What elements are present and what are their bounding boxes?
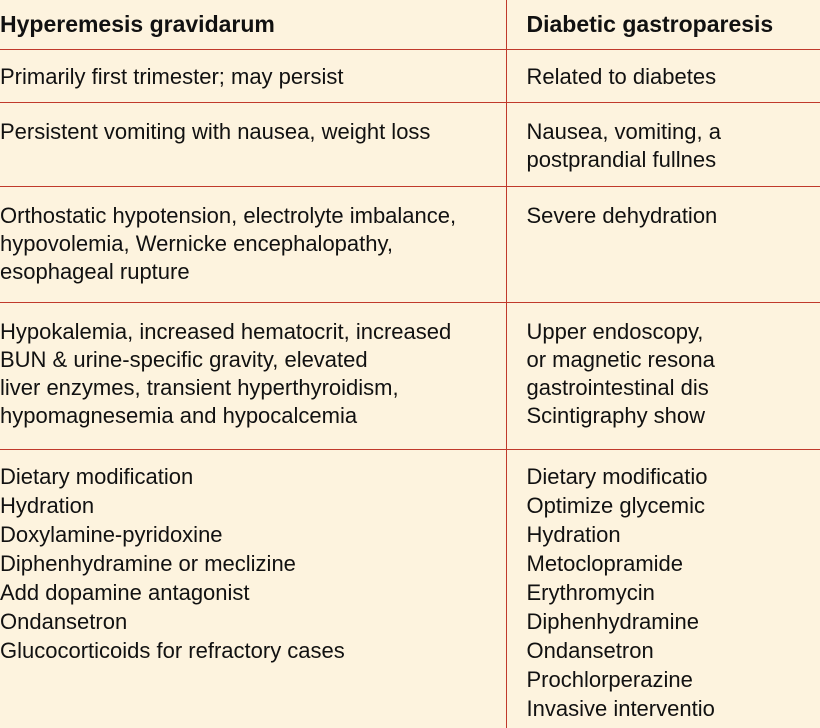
table-row xyxy=(0,49,820,102)
cell-line: postprandial fullnes xyxy=(526,146,717,172)
cell-line: Glucocorticoids for refractory cases xyxy=(0,637,345,663)
table-row xyxy=(0,302,820,449)
cell-line: Nausea, vomiting, a xyxy=(526,118,721,144)
cell-line: Orthostatic hypotension, electrolyte imbalance, xyxy=(0,202,457,228)
cell-line: Erythromycin xyxy=(526,579,655,605)
diabetic-diagnostics-cell xyxy=(506,302,820,449)
table-row xyxy=(0,102,820,186)
cell-line: Metoclopramide xyxy=(526,550,684,576)
cell-line: Hydration xyxy=(526,521,621,547)
table-row xyxy=(0,186,820,302)
diabetic-symptoms-cell xyxy=(506,102,820,186)
cell-line: Primarily first trimester; may persist xyxy=(0,63,344,89)
header-diabetic-gastroparesis: Diabetic gastroparesis xyxy=(506,0,820,49)
cell-line: Dietary modification xyxy=(0,463,194,489)
cell-line: BUN & urine-specific gravity, elevated xyxy=(0,346,368,372)
diabetic-complications-cell xyxy=(506,186,820,302)
cell-line: Severe dehydration xyxy=(526,202,718,228)
cell-line: Ondansetron xyxy=(526,637,654,663)
cell-line: Diphenhydramine or meclizine xyxy=(0,550,296,576)
cell-line: gastrointestinal dis xyxy=(526,374,709,400)
table-row xyxy=(0,449,820,728)
cell-line: Dietary modificatio xyxy=(526,463,708,489)
cell-line: Upper endoscopy, xyxy=(526,318,704,344)
cell-line: Related to diabetes xyxy=(526,63,717,89)
hyperemesis-symptoms-cell xyxy=(0,102,506,186)
cell-line: esophageal rupture xyxy=(0,258,190,284)
cell-line: hypomagnesemia and hypocalcemia xyxy=(0,402,358,428)
cell-line: Doxylamine-pyridoxine xyxy=(0,521,223,547)
diabetic-treatment-cell xyxy=(506,449,820,728)
cell-line: hypovolemia, Wernicke encephalopathy, xyxy=(0,230,393,256)
cell-line: Diphenhydramine xyxy=(526,608,699,634)
cell-line: Hypokalemia, increased hematocrit, increased xyxy=(0,318,452,344)
cell-line: or magnetic resona xyxy=(526,346,715,372)
cell-line: Add dopamine antagonist xyxy=(0,579,250,605)
cell-line: Scintigraphy show xyxy=(526,402,706,428)
cell-line: Persistent vomiting with nausea, weight loss xyxy=(0,118,431,144)
cell-line: Hydration xyxy=(0,492,95,518)
hyperemesis-complications-cell xyxy=(0,186,506,302)
diabetic-onset-cell xyxy=(506,49,820,102)
cell-line: liver enzymes, transient hyperthyroidism, xyxy=(0,374,399,400)
hyperemesis-treatment-cell xyxy=(0,449,506,728)
cell-line: Optimize glycemic xyxy=(526,492,705,518)
hyperemesis-diagnostics-cell xyxy=(0,302,506,449)
cell-line: Ondansetron xyxy=(0,608,128,634)
header-hyperemesis: Hyperemesis gravidarum xyxy=(0,0,506,49)
cell-line: Invasive interventio xyxy=(526,695,715,721)
table-header-row xyxy=(0,0,820,49)
hyperemesis-onset-cell xyxy=(0,49,506,102)
cell-line: Prochlorperazine xyxy=(526,666,693,692)
